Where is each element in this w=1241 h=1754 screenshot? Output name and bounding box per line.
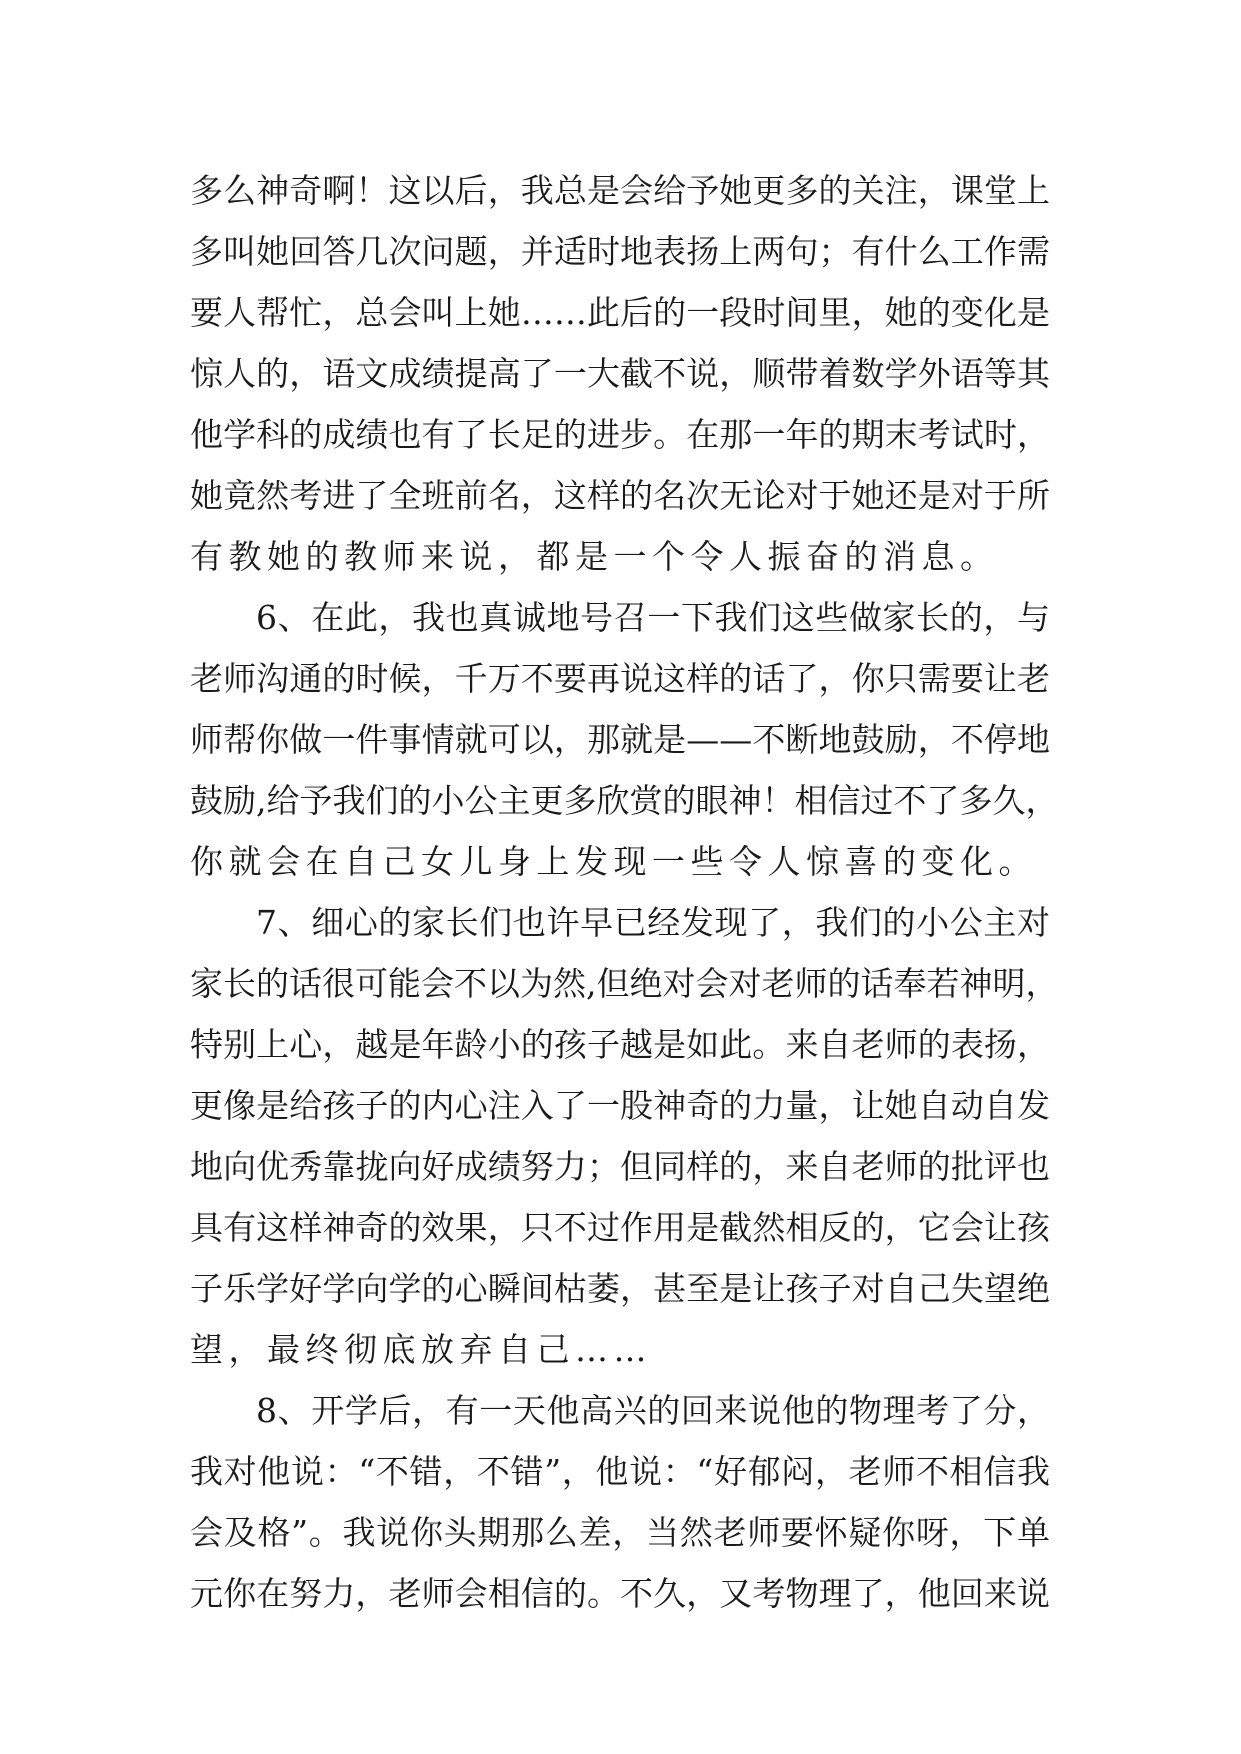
text-line: 我对他说：“不错，不错”，他说：“好郁闷，老师不相信我 — [190, 1452, 1050, 1491]
text-line: 鼓励,给予我们的小公主更多欣赏的眼神！相信过不了多久， — [190, 781, 1059, 820]
text-line: 惊人的，语文成绩提高了一大截不说，顺带着数学外语等其 — [190, 354, 1050, 393]
paragraph-start-line: 6、在此，我也真诚地号召一下我们这些做家长的，与 — [256, 598, 1050, 637]
text-line: 特别上心，越是年龄小的孩子越是如此。来自老师的表扬， — [190, 1025, 1050, 1064]
text-line: 具有这样神奇的效果，只不过作用是截然相反的，它会让孩 — [190, 1208, 1050, 1247]
text-line: 师帮你做一件事情就可以，那就是——不断地鼓励，不停地 — [190, 720, 1050, 759]
text-line: 更像是给孩子的内心注入了一股神奇的力量，让她自动自发 — [190, 1086, 1050, 1125]
document-body — [190, 160, 1059, 1624]
text-line: 多叫她回答几次问题，并适时地表扬上两句；有什么工作需 — [190, 232, 1050, 271]
text-line: 多么神奇啊！这以后，我总是会给予她更多的关注，课堂上 — [190, 171, 1050, 210]
text-line: 他学科的成绩也有了长足的进步。在那一年的期末考试时， — [190, 415, 1050, 454]
text-line: 要人帮忙，总会叫上她……此后的一段时间里，她的变化是 — [190, 293, 1050, 332]
text-line: 子乐学好学向学的心瞬间枯萎，甚至是让孩子对自己失望绝 — [190, 1269, 1050, 1308]
text-line: 有教她的教师来说，都是一个令人振奋的消息。 — [190, 537, 999, 576]
paragraph-start-line: 8、开学后，有一天他高兴的回来说他的物理考了分， — [256, 1391, 1050, 1430]
text-line: 她竟然考进了全班前名，这样的名次无论对于她还是对于所 — [190, 476, 1050, 515]
text-line: 你就会在自己女儿身上发现一些令人惊喜的变化。 — [190, 842, 1037, 881]
text-line: 地向优秀靠拢向好成绩努力；但同样的，来自老师的批评也 — [190, 1147, 1050, 1186]
text-line: 元你在努力，老师会相信的。不久，又考物理了，他回来说 — [190, 1574, 1050, 1613]
text-line: 望，最终彻底放弃自己…… — [190, 1330, 652, 1369]
text-line: 会及格”。我说你头期那么差，当然老师要怀疑你呀，下单 — [190, 1513, 1050, 1552]
text-line: 家长的话很可能会不以为然,但绝对会对老师的话奉若神明， — [190, 964, 1059, 1003]
text-line: 老师沟通的时候，千万不要再说这样的话了，你只需要让老 — [190, 659, 1050, 698]
paragraph-start-line: 7、细心的家长们也许早已经发现了，我们的小公主对 — [256, 903, 1050, 942]
